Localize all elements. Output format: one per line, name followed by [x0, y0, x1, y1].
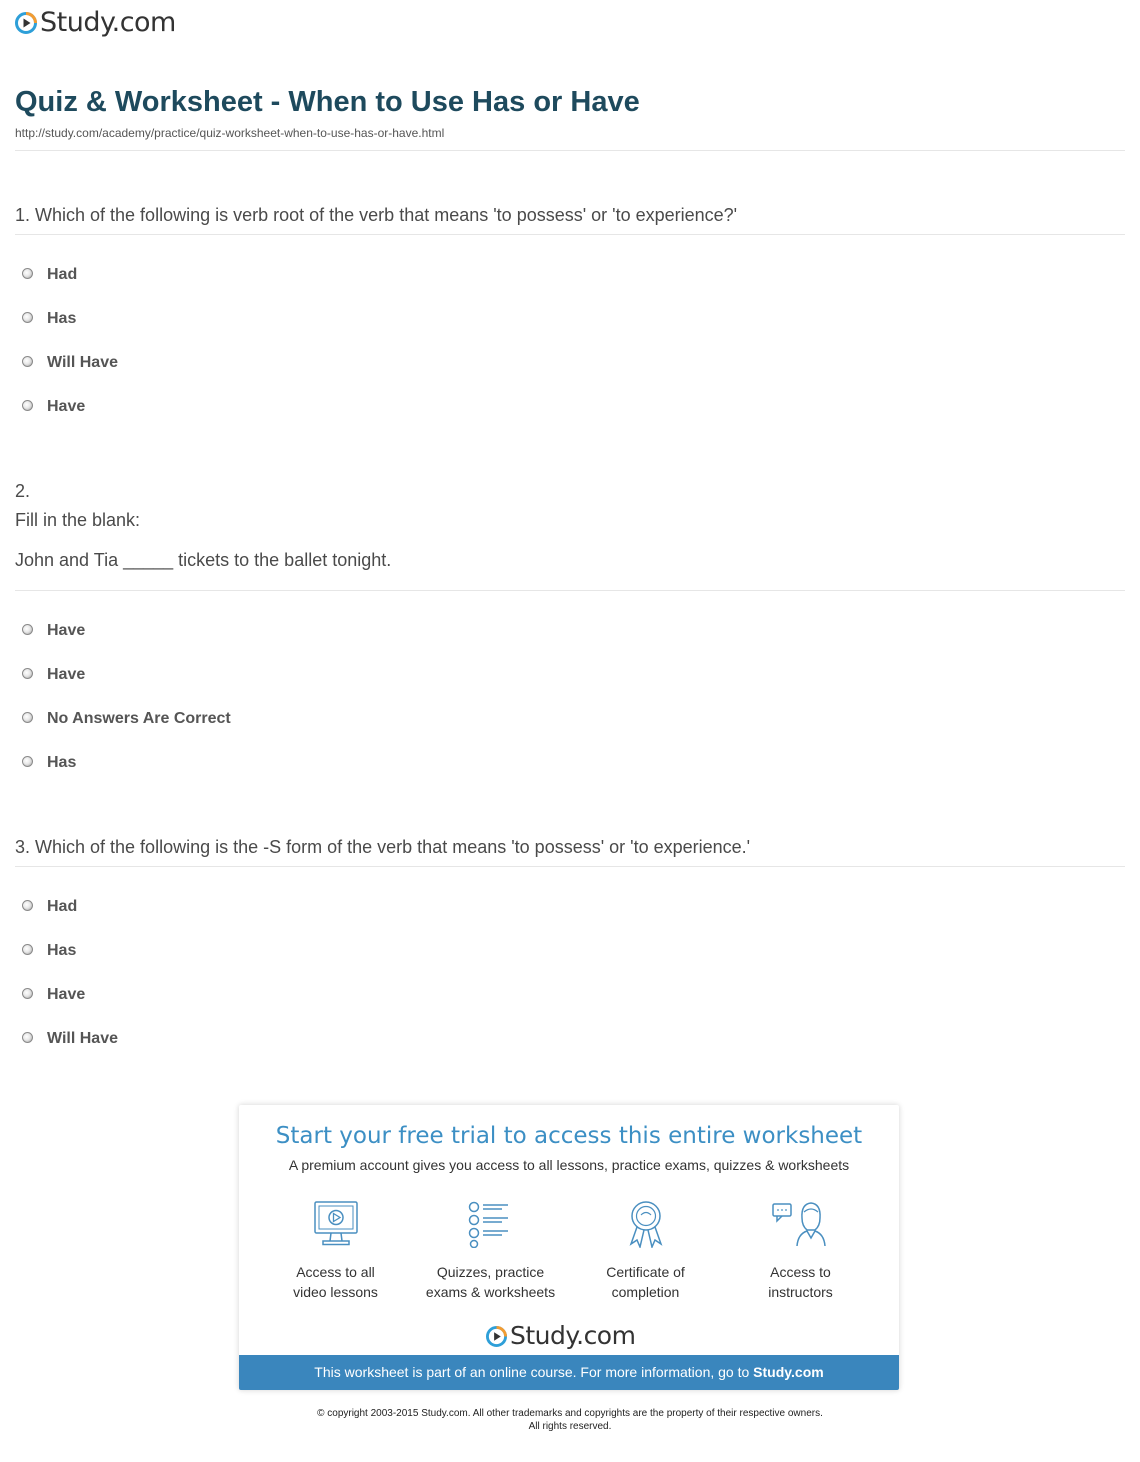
question-2-option-3[interactable] [22, 710, 231, 728]
question-3-option-2[interactable] [22, 942, 76, 960]
option-label: Have [47, 666, 86, 683]
question-2-sentence: John and Tia _____ tickets to the ballet tonight. [15, 550, 392, 570]
divider [15, 150, 1125, 151]
divider [15, 590, 1125, 591]
radio-button[interactable] [22, 268, 33, 279]
copyright-notice [0, 1407, 1140, 1433]
radio-button[interactable] [22, 900, 33, 911]
rights-line: All rights reserved. [528, 1421, 612, 1432]
radio-button[interactable] [22, 312, 33, 323]
copyright-line: © copyright 2003-2015 Study.com. All other trademarks and copyrights are the property of their respective owners. [317, 1408, 823, 1419]
certificate-icon [621, 1200, 671, 1248]
radio-button[interactable] [22, 668, 33, 679]
question-1-option-2[interactable] [22, 310, 76, 328]
option-label: Have [47, 986, 86, 1003]
radio-button[interactable] [22, 944, 33, 955]
radio-button[interactable] [22, 624, 33, 635]
play-logo-icon [15, 12, 37, 34]
logo-text: Study.com [510, 1321, 636, 1350]
option-label: Has [47, 942, 77, 959]
option-label: Has [47, 754, 77, 771]
radio-button[interactable] [22, 988, 33, 999]
feature-label [726, 1262, 876, 1302]
question-2-option-2[interactable] [22, 666, 85, 684]
promo-subheading: A premium account gives you access to all lessons, practice exams, quizzes & worksheets [288, 1157, 850, 1173]
video-lesson-icon [311, 1200, 361, 1248]
feature-certificate [568, 1200, 723, 1302]
feature-label [416, 1262, 566, 1302]
question-3-option-3[interactable] [22, 986, 85, 1004]
option-label: Will Have [47, 354, 118, 371]
feature-instructors [723, 1200, 878, 1302]
question-2-number: 2. [15, 481, 31, 501]
question-3-option-4[interactable] [22, 1030, 118, 1048]
page-title: Quiz & Worksheet - When to Use Has or Have [15, 86, 640, 118]
question-3-text: 3. Which of the following is the -S form of the verb that means 'to possess' or 'to experience.' [15, 837, 751, 857]
divider [15, 234, 1125, 235]
promo-heading[interactable]: Start your free trial to access this entire worksheet [275, 1123, 863, 1149]
feature-label-line: Certificate of [606, 1264, 685, 1280]
radio-button[interactable] [22, 356, 33, 367]
question-1-option-1[interactable] [22, 266, 77, 284]
option-label: Has [47, 310, 77, 327]
course-info-bar [239, 1355, 899, 1390]
free-trial-card [239, 1105, 899, 1390]
option-label: Have [47, 398, 86, 415]
radio-button[interactable] [22, 400, 33, 411]
feature-label-line: exams & worksheets [425, 1284, 556, 1300]
feature-label-line: completion [611, 1284, 680, 1300]
page-url: http://study.com/academy/practice/quiz-worksheet-when-to-use-has-or-have.html [15, 126, 445, 140]
study-link[interactable]: Study.com [753, 1364, 824, 1380]
feature-quizzes [413, 1200, 568, 1302]
question-1-option-4[interactable] [22, 398, 85, 416]
play-logo-icon [486, 1326, 507, 1347]
question-2-option-4[interactable] [22, 754, 76, 772]
question-3-option-1[interactable] [22, 898, 77, 916]
option-label: Had [47, 266, 78, 283]
question-2-prompt: Fill in the blank: [15, 510, 141, 530]
feature-label-line: instructors [768, 1284, 833, 1300]
radio-button[interactable] [22, 712, 33, 723]
radio-button[interactable] [22, 756, 33, 767]
instructor-icon [771, 1200, 831, 1248]
quiz-list-icon [466, 1200, 516, 1248]
feature-label [571, 1262, 721, 1302]
logo-text: Study.com [40, 7, 176, 38]
question-1-text: 1. Which of the following is verb root of the verb that means 'to possess' or 'to experience?' [15, 205, 738, 225]
question-1-option-3[interactable] [22, 354, 118, 372]
option-label: No Answers Are Correct [47, 710, 231, 727]
option-label: Had [47, 898, 78, 915]
option-label: Have [47, 622, 86, 639]
study-logo-footer[interactable] [486, 1321, 635, 1351]
feature-label-line: Quizzes, practice [436, 1264, 545, 1280]
feature-video-lessons [258, 1200, 413, 1302]
feature-label-line: video lessons [293, 1284, 378, 1300]
radio-button[interactable] [22, 1032, 33, 1043]
feature-label-line: Access to all [296, 1264, 375, 1280]
question-2-option-1[interactable] [22, 622, 85, 640]
course-info-text: This worksheet is part of an online course. For more information, go to [314, 1364, 750, 1380]
feature-label [261, 1262, 411, 1302]
option-label: Will Have [47, 1030, 118, 1047]
divider [15, 866, 1125, 867]
feature-label-line: Access to [770, 1264, 831, 1280]
study-logo[interactable] [15, 8, 176, 38]
